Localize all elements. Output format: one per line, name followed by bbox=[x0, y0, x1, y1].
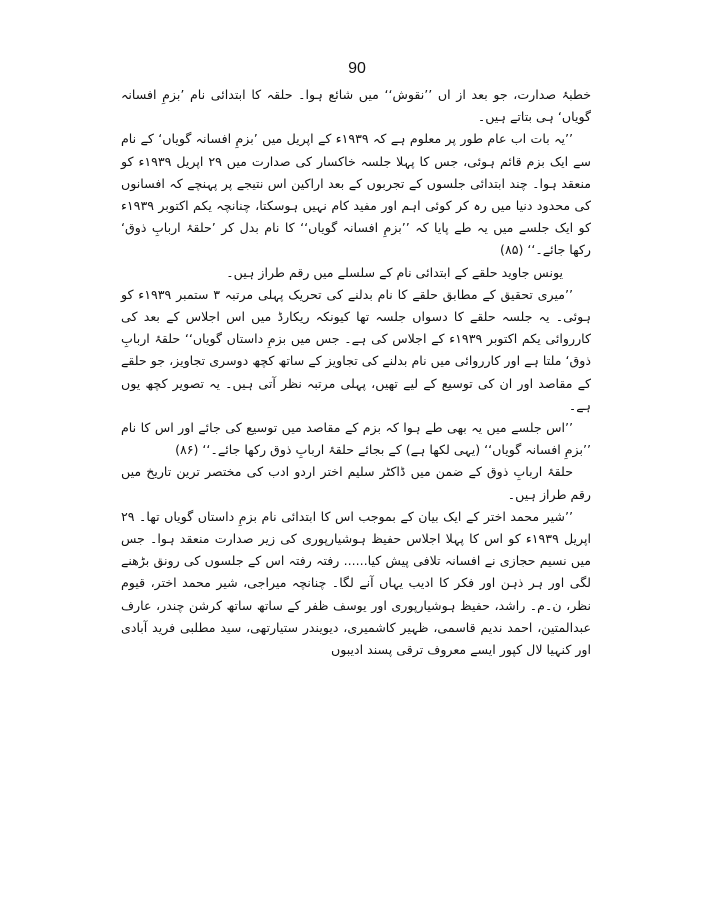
paragraph-intro: خطبۂ صدارت، جو بعد از اں ’’نقوش‘‘ میں شائع ہوا۔ حلقہ کا ابتدائی نام ’بزمِ افسانہ گویاں‘ ہی بتاتے ہیں۔ bbox=[121, 87, 591, 125]
page-number: 90 bbox=[348, 60, 366, 77]
quote-paragraph: ’’یہ بات اب عام طور پر معلوم ہے کہ ۱۹۳۹ء کے اپریل میں ’بزمِ افسانہ گویاں‘ کے نام سے ایک بزم قائم ہوئی، جس کا پہلا جلسہ خاکسار کی صدارت میں ۲۹ اپریل ۱۹۳۹ء کو منعقد ہوا۔ چند ابتدائی جلسوں کے تجربوں کے بعد اراکین اس نتیجے پر پہنچے کہ افسانوں کی محدود دنیا میں رہ کر کوئی اہم اور مفید کام نہیں ہوسکتا، چنانچہ یکم اکتوبر ۱۹۳۹ء کو ایک جلسے میں یہ طے پایا کہ ’’بزمِ افسانہ گویاں‘‘ کا نام بدل کر ’حلقۂ اربابِ ذوق‘ رکھا جائے۔‘‘ (۸۵) bbox=[121, 131, 591, 258]
quote-paragraph: ’’شیر محمد اختر کے ایک بیان کے بموجب اس کا ابتدائی نام بزمِ داستاں گویاں تھا۔ ۲۹ اپریل ۱۹۳۹ء کو اس کا پہلا اجلاس حفیظ ہوشیارپوری کی زیر صدارت منعقد ہوا۔ جس میں نسیم حجازی نے افسانہ تلافی پیش کیا...... رفتہ رفتہ اس کے جلسوں کی رونق بڑھنے لگی اور ہر ذہن اور فکر کا ادیب یہاں آنے لگا۔ چنانچہ میراجی، شیر محمد اختر، قیوم نظر، ن۔م۔ راشد، حفیظ ہوشیارپوری اور یوسف ظفر کے ساتھ ساتھ کرشن چندر، عارف عبدالمتین، احمد ندیم قاسمی، ظہیر کاشمیری، دیویندر ستیارتھی، سید مطلبی فرید آبادی اور کنہیا لال کپور ایسے معروف ترقی پسند ادیبوں bbox=[121, 508, 591, 658]
quote-paragraph: ’’اس جلسے میں یہ بھی طے ہوا کہ بزم کے مقاصد میں توسیع کی جائے اور اس کا نام ’’بزمِ افسانہ گویاں‘‘ (یہی لکھا ہے) کے بجائے حلقۂ اربابِ ذوق رکھا جائے۔‘‘ (۸۶) bbox=[121, 420, 591, 458]
attribution-paragraph: حلقۂ اربابِ ذوق کے ضمن میں ڈاکٹر سلیم اختر اردو ادب کی مختصر ترین تاریخ میں رقم طراز ہیں۔ bbox=[121, 464, 591, 502]
quote-paragraph: ’’میری تحقیق کے مطابق حلقے کا نام بدلنے کی تحریک پہلی مرتبہ ۳ ستمبر ۱۹۳۹ء کو ہوئی۔ یہ جلسہ حلقے کا دسواں جلسہ تھا کیونکہ ریکارڈ میں اس اجلاس کے بعد کی کارروائی یکم اکتوبر ۱۹۳۹ء کے اجلاس کی ہے۔ جس میں بزمِ داستاں گویاں‘‘ حلقۂ اربابِ ذوق‘ ملتا ہے اور کارروائی میں نام بدلنے کی تجاویز کے ساتھ کچھ دوسری تجاویز، جو حلقے کے مقاصد اور ان کی توسیع کے لیے تھیں، پہلی مرتبہ نظر آتی ہیں۔ یہ تصویر کچھ یوں ہے۔ bbox=[121, 286, 592, 413]
attribution-paragraph: یونس جاوید حلقے کے ابتدائی نام کے سلسلے میں رقم طراز ہیں۔ bbox=[226, 264, 563, 280]
body-text bbox=[121, 84, 591, 661]
